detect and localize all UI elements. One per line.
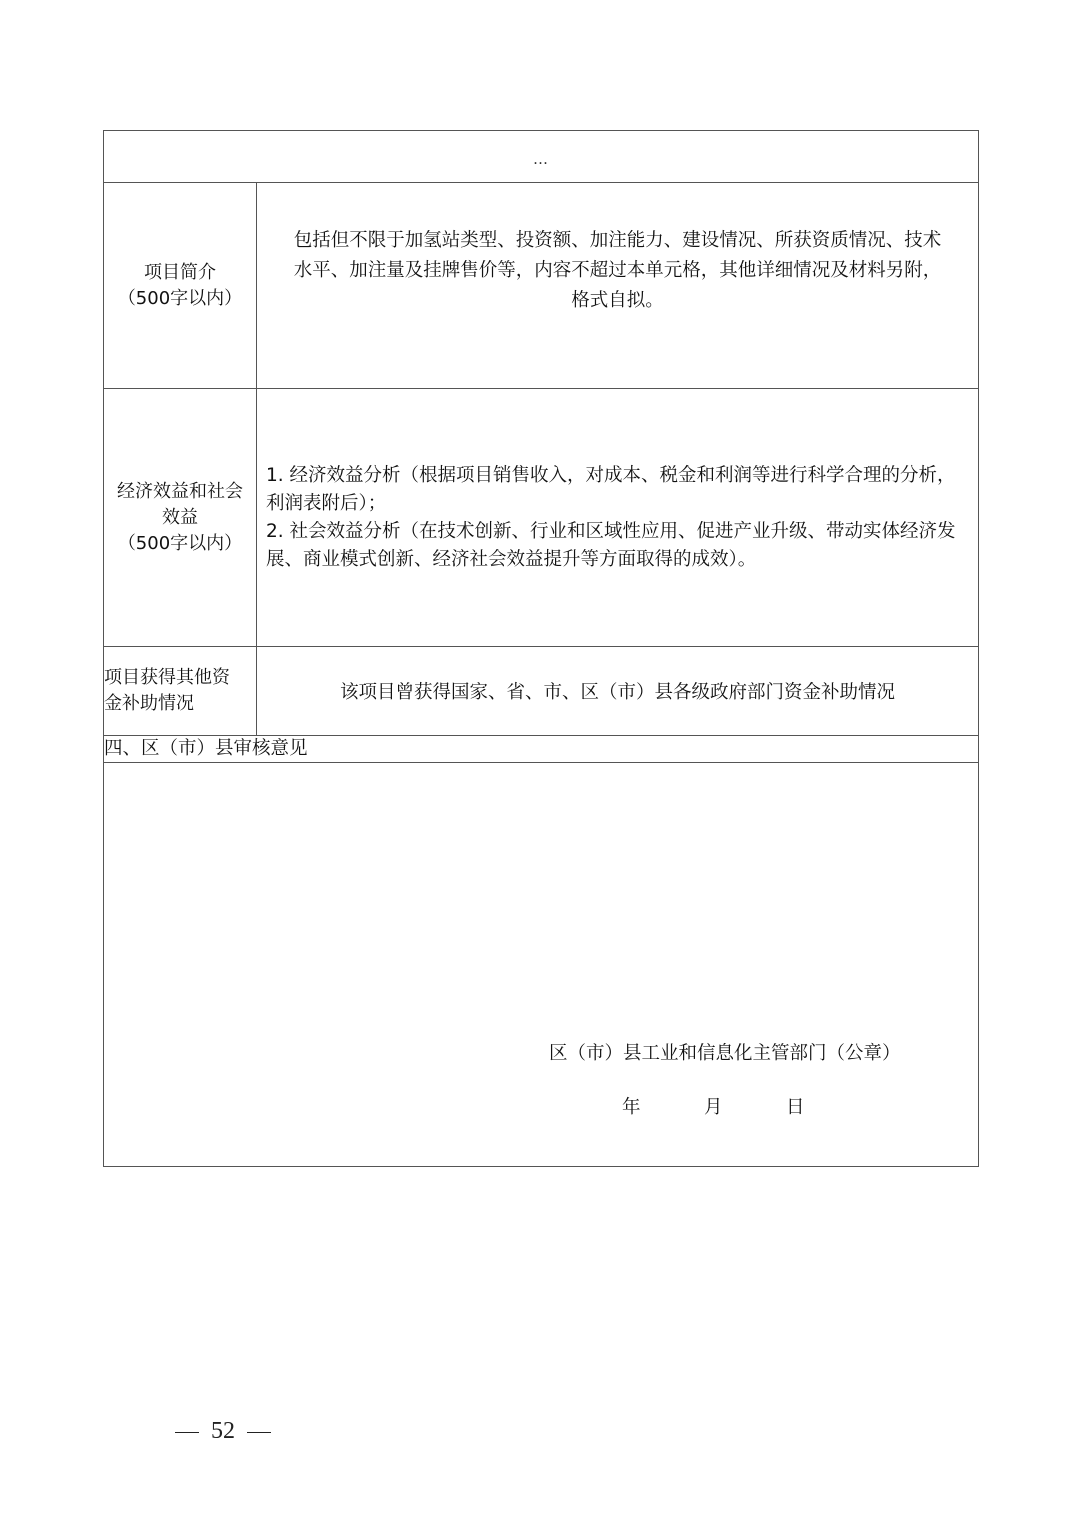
- table-row: [104, 736, 979, 763]
- intro-content: [257, 226, 978, 316]
- opinion-cell[interactable]: [104, 763, 979, 1167]
- intro-line: 水平、加注量及挂牌售价等，内容不超过本单元格，其他详细情况及材料另附，: [293, 259, 942, 281]
- benefit-line: 展、商业模式创新、经济社会效益提升等方面取得的成效）。: [266, 548, 757, 570]
- date-month-label: 月: [704, 1097, 723, 1118]
- benefit-content-cell[interactable]: [257, 389, 979, 647]
- intro-content-cell[interactable]: [257, 183, 979, 389]
- page-number: [163, 1418, 283, 1445]
- table-row: [104, 389, 979, 647]
- subsidy-label-cell: [104, 647, 257, 736]
- application-form-table: [103, 130, 979, 1167]
- benefit-content: [257, 462, 978, 574]
- section-title: 四、区（市）县审核意见: [104, 736, 979, 763]
- subsidy-content: 该项目曾获得国家、省、市、区（市）县各级政府部门资金补助情况: [339, 682, 895, 703]
- date-year-label: 年: [622, 1097, 641, 1118]
- intro-label-limit: （500字以内）: [117, 287, 243, 309]
- subsidy-label: 项目获得其他资: [104, 667, 230, 688]
- intro-label-cell: [104, 183, 257, 389]
- intro-label: 项目简介: [144, 261, 216, 283]
- date-day-label: 日: [786, 1097, 805, 1118]
- subsidy-label: 金补助情况: [104, 693, 194, 714]
- table-row: [104, 763, 979, 1167]
- benefit-label-cell: [104, 389, 257, 647]
- dash-left: [175, 1432, 199, 1434]
- benefit-line: 利润表附后）；: [266, 492, 387, 514]
- benefit-label-limit: （500字以内）: [117, 532, 243, 554]
- table-row: [104, 131, 979, 183]
- intro-line: 格式自拟。: [571, 289, 664, 311]
- intro-line: 包括但不限于加氢站类型、投资额、加注能力、建设情况、所获资质情况、技术: [293, 229, 942, 251]
- benefit-label: 经济效益和社会: [117, 480, 243, 502]
- subsidy-content-cell[interactable]: [257, 647, 979, 736]
- continuation-cell: [104, 131, 979, 183]
- opinion-area: [104, 763, 978, 1166]
- table-row: [104, 647, 979, 736]
- benefit-line: 2. 社会效益分析（在技术创新、行业和区域性应用、促进产业升级、带动实体经济发: [266, 520, 956, 542]
- benefit-line: 1. 经济效益分析（根据项目销售收入，对成本、税金和利润等进行科学合理的分析，: [266, 464, 956, 486]
- benefit-label: 效益: [162, 506, 198, 528]
- table-row: [104, 183, 979, 389]
- dash-right: [247, 1432, 271, 1434]
- stamp-label: 区（市）县工业和信息化主管部门（公章）: [549, 1043, 901, 1064]
- ellipsis-text: …: [533, 150, 549, 168]
- page-number-value: 52: [211, 1418, 235, 1444]
